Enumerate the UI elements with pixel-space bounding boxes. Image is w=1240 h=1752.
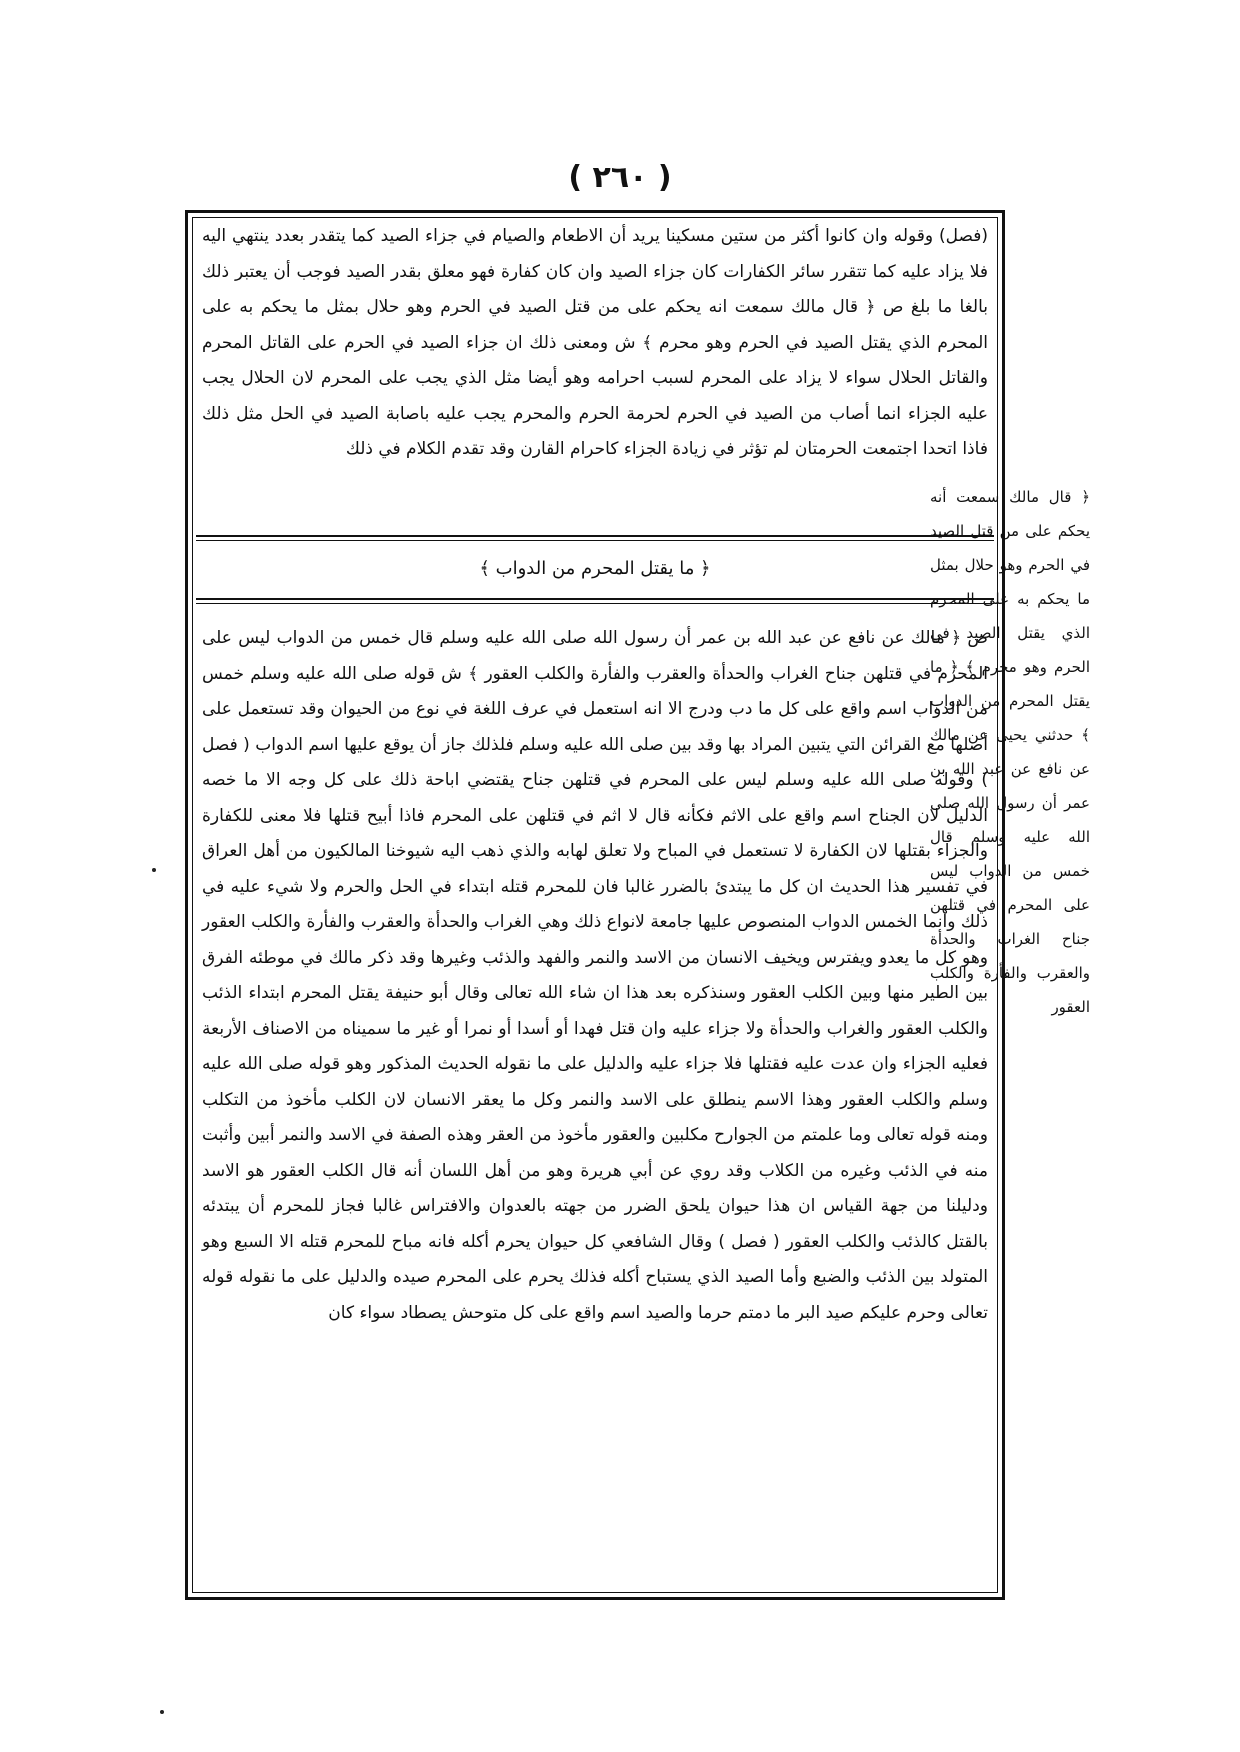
hadith-commentary	[202, 621, 988, 1601]
margin-dot	[160, 1710, 164, 1714]
divider-bottom-inner	[196, 603, 994, 604]
fasl-text-1: (فصل) وقوله وان كانوا أكثر من ستين مسكينا يريد أن الاطعام والصيام في جزاء الصيد كما يتقدر بعدد ينتهي اليه فلا يزاد عليه كما تتقرر سائر الكفارات كان جزاء الصيد وان كان كفارة فهو معلق بقدر الصيد فوجب أن يعتبر ذلك بالغا ما بلغ ص ﴿ قال مالك سمعت انه يحكم على من قتل الصيد في الحرم وهو حلال بمثل ما يحكم به على المحرم الذي يقتل الصيد في الحرم وهو محرم ﴾ ش ومعنى ذلك ان جزاء الصيد في الحرم على القاتل المحرم والقاتل الحلال سواء لا يزاد على المحرم لسبب احرامه وهو أيضا مثل الذي يجب على المحرم لان الحلال يجب عليه الجزاء انما أصاب من الصيد في الحرم لحرمة الحرم والمحرم يجب عليه باصابة الصيد في الحل مثل ذلك فاذا اتحدا اجتمعت الحرمتان لم تؤثر في زيادة الجزاء كاحرام القارن وقد تقدم الكلام في ذلك	[202, 226, 988, 459]
divider-top	[196, 535, 994, 537]
divider-top-inner	[196, 540, 994, 541]
hadith-commentary-text: ص ﴿ مالك عن نافع عن عبد الله بن عمر أن رسول الله صلى الله عليه وسلم قال خمس من الدواب ليس على المحرم في قتلهن جناح الغراب والحدأة والعقرب والفأرة والكلب العقور ﴾ ش قوله صلى الله عليه وسلم خمس من الدواب اسم واقع على كل ما دب ودرج الا انه استعمل في عرف اللغة في نوع من الحيوان وقد تستعمل على أصلها مع القرائن التي يتبين المراد بها وقد بين صلى الله عليه وسلم فلذلك جاز أن يوقع عليها اسم الدواب ( فصل ) وقوله صلى الله عليه وسلم ليس على المحرم في قتلهن جناح يقتضي اباحة ذلك على كل وجه الا ما خصه الدليل لان الجناح اسم واقع على الاثم فكأنه قال لا اثم في قتلهن على المحرم فاذا أبيح قتلها فلا معنى للكفارة والجزاء بقتلها لان الكفارة لا تستعمل في المباح ولا تعلق لهابه والذي ذهب اليه شيوخنا المالكيون من أهل العراق في تفسير هذا الحديث ان كل ما يبتدئ بالضرر غالبا فان للمحرم قتله ابتداء في الحل والحرم ولا شيء عليه في ذلك وانما الخمس الدواب المنصوص عليها جامعة لانواع ذلك وهي الغراب والحدأة والعقرب والفأرة والكلب العقور وهو كل ما يعدو ويفترس ويخيف الانسان من الاسد والنمر والفهد والذئب وغيرها وقد ذكر مالك في موطئه الفرق بين الطير منها وبين الكلب العقور وسنذكره بعد هذا ان شاء الله تعالى وقال أبو حنيفة يقتل المحرم ابتداء الذئب والكلب العقور والغراب والحدأة ولا جزاء عليه وان قتل فهدا أو أسدا أو نمرا أو غير ما سميناه من الاصناف الأربعة فعليه الجزاء وان عدت عليه فقتلها فلا جزاء عليه والدليل على ما نقوله الحديث المذكور وهو قوله صلى الله عليه وسلم والكلب العقور وهذا الاسم ينطلق على الاسد والنمر وكل ما يعقر الانسان لان الكلب مأخوذ من التكلب ومنه قوله تعالى وما علمتم من الجوارح مكلبين والعقور مأخوذ من العقر وهذه الصفة في الاسد والنمر أبين وأثبت منه في الذئب وغيره من الكلاب وقد روي عن أبي هريرة وهو من أهل اللسان أنه قال الكلب العقور هو الاسد ودليلنا من جهة القياس ان هذا حيوان يلحق الضرر من جهته بالعدوان والافتراس غالبا فجاز للمحرم أن يبتدئه بالقتل كالذئب والكلب العقور ( فصل ) وقال الشافعي كل حيوان يحرم أكله فانه مباح للمحرم قتله الا السبع وهو المتولد بين الذئب والضبع وأما الصيد الذي يستباح أكله فذلك يحرم على المحرم صيده والدليل على ما نقوله قوله تعالى وحرم عليكم صيد البر ما دمتم حرما والصيد اسم واقع على كل متوحش يصطاد سواء كان	[202, 628, 988, 1323]
fasl-paragraph-1	[202, 219, 988, 541]
margin-dot	[152, 868, 156, 872]
marginal-note	[930, 480, 1090, 1024]
page-number: ( ٢٦٠ )	[568, 160, 672, 195]
marginal-note-text: ﴿ قال مالك سمعت أنه يحكم على من قتل الصيد في الحرم وهو حلال بمثل ما يحكم به على المحرم الذي يقتل الصيد في الحرم وهو محرم ﴾ ﴿ ما يقتل المحرم من الدواب ﴾ حدثني يحيى عن مالك عن نافع عن عبد الله بن عمر أن رسول الله صلى الله عليه وسلم قال خمس من الدواب ليس على المحرم في قتلهن جناح الغراب والحدأة والعقرب والفأرة والكلب العقور	[930, 488, 1090, 1016]
chapter-heading: ﴿ ما يقتل المحرم من الدواب ﴾	[479, 558, 711, 579]
main-text-frame	[185, 210, 1005, 1600]
divider-bottom	[196, 598, 994, 600]
